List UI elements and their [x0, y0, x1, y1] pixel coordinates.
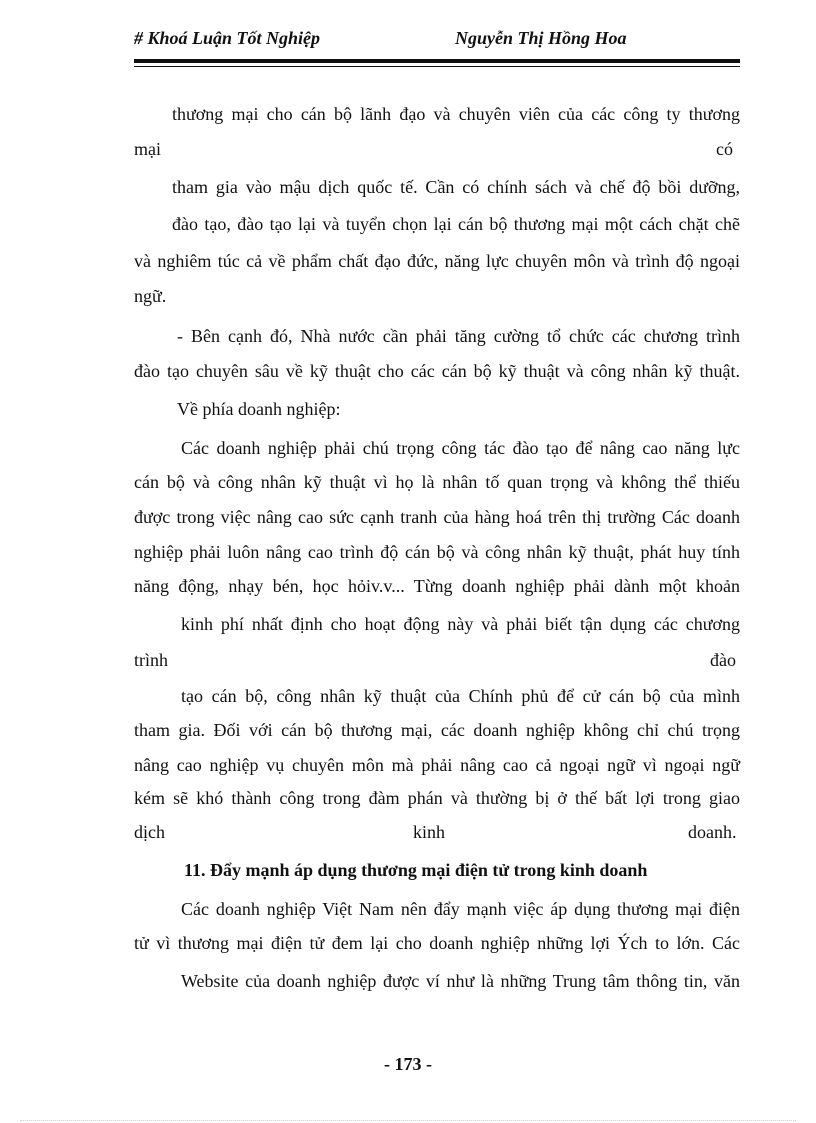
page-bottom-divider: [20, 1120, 796, 1121]
running-header: [134, 28, 740, 52]
text-line: nghiệp phải luôn nâng cao trình độ cán bộ và công nhân kỹ thuật, phát huy tính: [134, 542, 740, 562]
text-line: được trong việc nâng cao sức cạnh tranh của hàng hoá trên thị trường Các doanh: [134, 507, 740, 527]
text-line: kinh: [413, 822, 446, 842]
text-line: năng động, nhạy bén, học hỏiv.v... Từng doanh nghiệp phải dành một khoản: [134, 576, 740, 596]
header-rule-thin: [134, 66, 740, 67]
section-heading: 11. Đẩy mạnh áp dụng thương mại điện tử trong kinh doanh: [184, 860, 648, 880]
text-line: - Bên cạnh đó, Nhà nước cần phải tăng cường tổ chức các chương trình: [177, 326, 740, 346]
text-line: Các doanh nghiệp Việt Nam nên đẩy mạnh việc áp dụng thương mại điện: [181, 899, 740, 919]
text-line: tham gia vào mậu dịch quốc tế. Cần có chính sách và chế độ bồi dưỡng,: [172, 177, 740, 197]
text-line: dịch: [134, 822, 165, 842]
text-line: mại: [134, 139, 161, 159]
text-line: tạo cán bộ, công nhân kỹ thuật của Chính phủ để cử cán bộ của mình: [181, 686, 740, 706]
text-line: thương mại cho cán bộ lãnh đạo và chuyên viên của các công ty thương: [172, 104, 740, 124]
text-line: kinh phí nhất định cho hoạt động này và phải biết tận dụng các chương: [181, 614, 740, 634]
text-line: tham gia. Đối với cán bộ thương mại, các doanh nghiệp không chỉ chú trọng: [134, 720, 740, 740]
text-line: nâng cao nghiệp vụ chuyên môn mà phải nâng cao cả ngoại ngữ vì ngoại ngữ: [134, 755, 740, 775]
text-line: doanh.: [688, 822, 737, 842]
header-author: Nguyễn Thị Hồng Hoa: [455, 28, 627, 48]
text-line: Các doanh nghiệp phải chú trọng công tác đào tạo để nâng cao năng lực: [181, 438, 740, 458]
text-line: trình: [134, 650, 168, 670]
text-line: kém sẽ khó thành công trong đàm phán và thường bị ở thế bất lợi trong giao: [134, 788, 740, 808]
text-line: cán bộ và công nhân kỹ thuật vì họ là nhân tố quan trọng và không thể thiếu: [134, 472, 740, 492]
header-title: # Khoá Luận Tốt Nghiệp: [134, 28, 321, 48]
text-line: đào tạo chuyên sâu về kỹ thuật cho các cán bộ kỹ thuật và công nhân kỹ thuật.: [134, 361, 740, 381]
text-line: Về phía doanh nghiệp:: [177, 399, 341, 419]
text-line: tử vì thương mại điện tử đem lại cho doanh nghiệp những lợi Ých to lớn. Các: [134, 933, 740, 953]
page-number: - 173 -: [384, 1054, 432, 1074]
text-line: Website của doanh nghiệp được ví như là những Trung tâm thông tin, văn: [181, 971, 740, 991]
text-line: ngữ.: [134, 286, 167, 306]
text-line: có: [716, 139, 733, 159]
text-line: và nghiêm túc cả về phẩm chất đạo đức, năng lực chuyên môn và trình độ ngoại: [134, 251, 740, 271]
text-line: đào: [710, 650, 736, 670]
header-rule-thick: [134, 59, 740, 63]
text-line: đào tạo, đào tạo lại và tuyển chọn lại cán bộ thương mại một cách chặt chẽ: [172, 214, 740, 234]
